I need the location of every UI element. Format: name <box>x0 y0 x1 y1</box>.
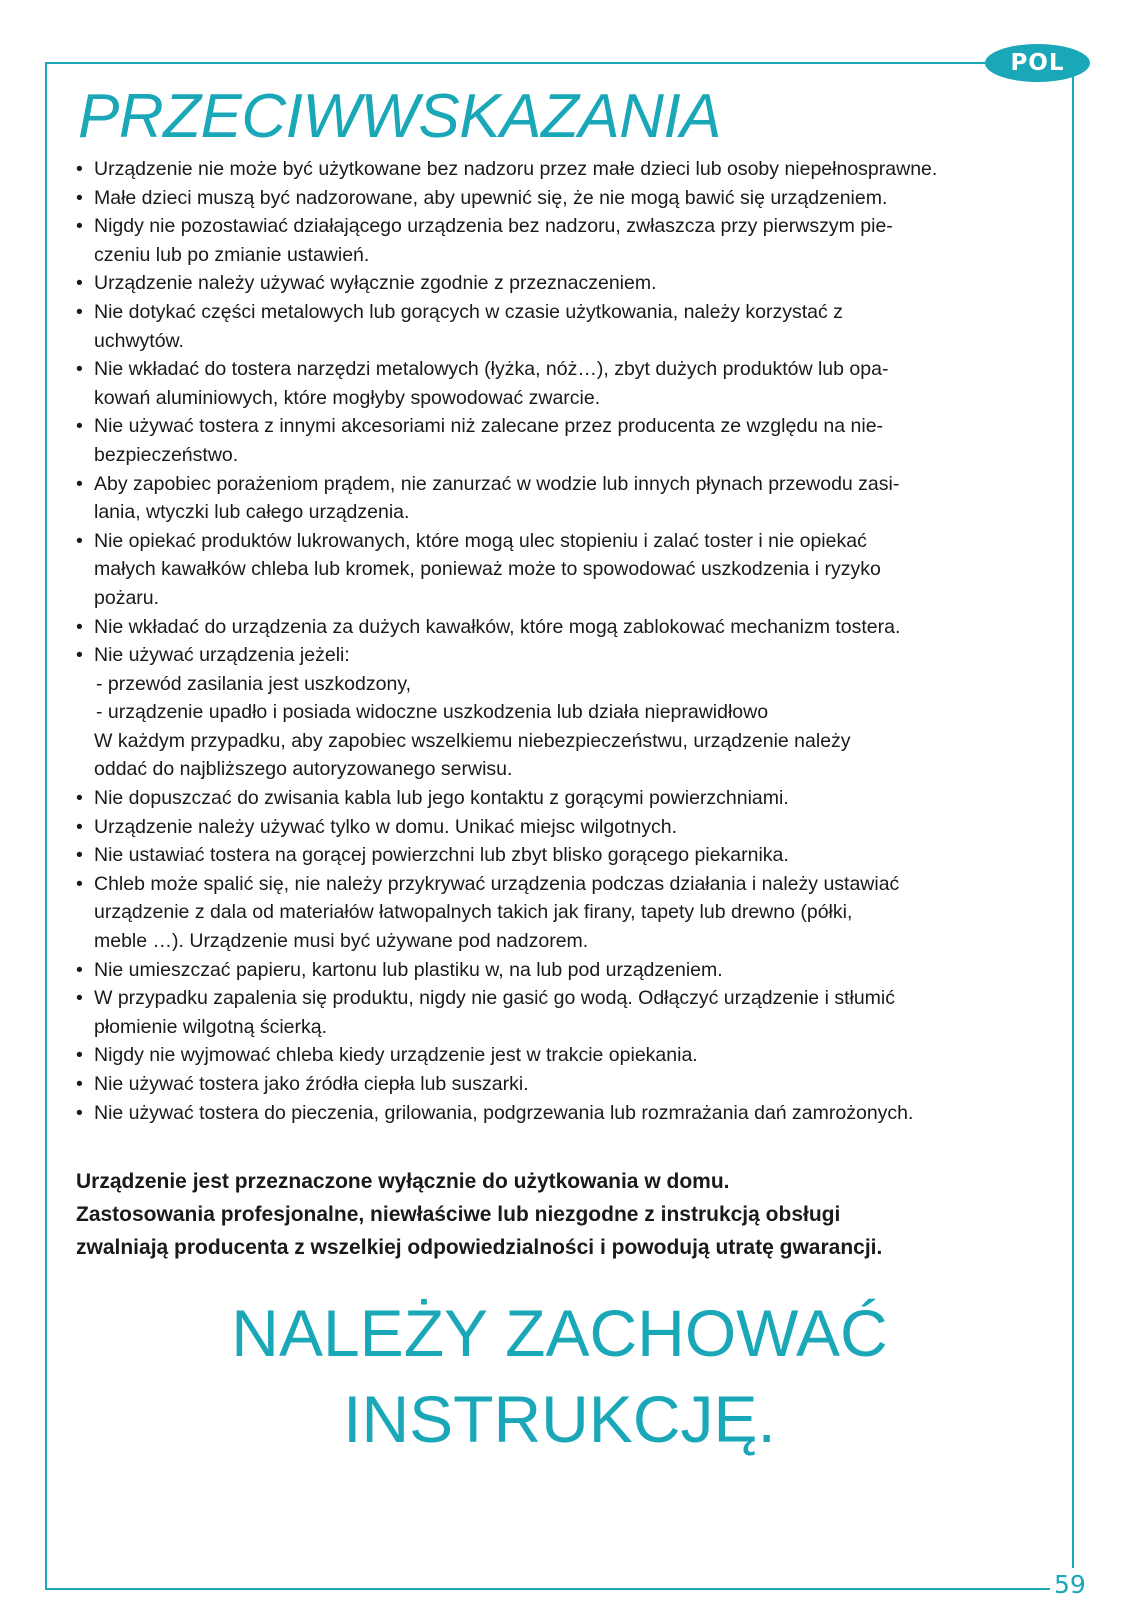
list-item-line: czeniu lub po zmianie ustawień. <box>94 243 370 266</box>
list-item-line: - urządzenie upadło i posiada widoczne uszkodzenia lub działa nieprawidłowo <box>96 701 769 724</box>
list-item-line: Nie umieszczać papieru, kartonu lub plastiku w, na lub pod urządzeniem. <box>94 958 723 981</box>
keep-instructions-heading <box>45 1290 1074 1462</box>
list-item <box>76 184 1036 213</box>
bullet-icon: • <box>76 844 83 867</box>
keep-instructions-line: INSTRUKCJĘ. <box>343 1382 776 1456</box>
list-item <box>76 212 1036 269</box>
list-item <box>76 956 1036 985</box>
list-item <box>76 412 1036 469</box>
bullet-icon: • <box>76 215 83 238</box>
list-item-line: małych kawałków chleba lub kromek, ponieważ może to spowodować uszkodzenia i ryzyko <box>94 558 881 581</box>
list-item <box>76 613 1036 642</box>
list-item-line: Urządzenie należy używać wyłącznie zgodnie z przeznaczeniem. <box>94 272 657 295</box>
bullet-icon: • <box>76 987 83 1010</box>
list-item-line: Małe dzieci muszą być nadzorowane, aby upewnić się, że nie mogą bawić się urządzeniem. <box>94 186 888 209</box>
list-item-line: Nie ustawiać tostera na gorącej powierzchni lub zbyt blisko gorącego piekarnika. <box>94 844 789 867</box>
list-item <box>76 984 1036 1041</box>
list-item-line: bezpieczeństwo. <box>94 443 239 466</box>
list-item-line: lania, wtyczki lub całego urządzenia. <box>94 501 410 524</box>
bullet-icon: • <box>76 872 83 895</box>
bullet-icon: • <box>76 300 83 323</box>
list-item <box>76 298 1036 355</box>
language-badge: POL <box>985 44 1090 82</box>
list-item-line: Nie opiekać produktów lukrowanych, które mogą ulec stopieniu i zalać toster i nie opiekać <box>94 529 867 552</box>
list-item-line: Chleb może spalić się, nie należy przykrywać urządzenia podczas działania i należy ustawiać <box>94 872 900 895</box>
contraindications-list <box>76 155 1036 1127</box>
list-item-line: Nie wkładać do tostera narzędzi metalowych (łyżka, nóż…), zbyt dużych produktów lub opa- <box>94 358 889 381</box>
bullet-icon: • <box>76 472 83 495</box>
list-item-line: Nigdy nie pozostawiać działającego urządzenia bez nadzoru, zwłaszcza przy pierwszym pie- <box>94 215 893 238</box>
list-item-line: oddać do najbliższego autoryzowanego serwisu. <box>94 758 513 781</box>
list-item <box>76 641 1036 784</box>
list-item-line: Urządzenie należy używać tylko w domu. Unikać miejsc wilgotnych. <box>94 815 678 838</box>
list-item <box>76 1041 1036 1070</box>
bullet-icon: • <box>76 615 83 638</box>
list-item <box>76 1070 1036 1099</box>
disclaimer-line: zwalniają producenta z wszelkiej odpowiedzialności i powodują utratę gwarancji. <box>76 1236 883 1259</box>
bullet-icon: • <box>76 158 83 180</box>
keep-instructions-line: NALEŻY ZACHOWAĆ <box>231 1296 888 1370</box>
list-item-line: Nie dopuszczać do zwisania kabla lub jego kontaktu z gorącymi powierzchniami. <box>94 787 789 810</box>
list-item-line: pożaru. <box>94 586 160 609</box>
page-title: PRZECIWWSKAZANIA <box>78 82 722 151</box>
list-item-line: Nie używać tostera z innymi akcesoriami niż zalecane przez producenta ze względu na nie- <box>94 415 884 438</box>
list-item <box>76 784 1036 813</box>
bullet-icon: • <box>76 358 83 381</box>
bullet-icon: • <box>76 1073 83 1095</box>
bullet-icon: • <box>76 958 83 981</box>
bullet-icon: • <box>76 529 83 552</box>
list-item <box>76 269 1036 298</box>
list-item-line: W przypadku zapalenia się produktu, nigdy nie gasić go wodą. Odłączyć urządzenie i stłumić <box>94 987 895 1010</box>
bullet-icon: • <box>76 644 83 667</box>
page-number: 59 <box>1050 1570 1114 1599</box>
list-item <box>76 355 1036 412</box>
list-item-line: W każdym przypadku, aby zapobiec wszelkiemu niebezpieczeństwu, urządzenie należy <box>94 729 851 752</box>
bullet-icon: • <box>76 186 83 209</box>
list-item-line: urządzenie z dala od materiałów łatwopalnych takich jak firany, tapety lub drewno (półki, <box>94 901 853 924</box>
list-item-line: kowań aluminiowych, które mogłyby spowodować zwarcie. <box>94 386 601 409</box>
list-item <box>76 813 1036 842</box>
bullet-icon: • <box>76 787 83 810</box>
list-item-line: Nie używać urządzenia jeżeli: <box>94 644 350 667</box>
list-item-line: płomienie wilgotną ścierką. <box>94 1015 328 1038</box>
list-item <box>76 470 1036 527</box>
list-item-line: Aby zapobiec porażeniom prądem, nie zanurzać w wodzie lub innych płynach przewodu zasi- <box>94 472 900 495</box>
bullet-icon: • <box>76 272 83 295</box>
list-item-line: Urządzenie nie może być użytkowane bez nadzoru przez małe dzieci lub osoby niepełnosprawne. <box>94 158 938 180</box>
list-item-line: meble …). Urządzenie musi być używane pod nadzorem. <box>94 930 589 953</box>
list-item-line: - przewód zasilania jest uszkodzony, <box>96 672 412 695</box>
list-item <box>76 870 1036 956</box>
list-item-line: uchwytów. <box>94 329 184 352</box>
list-item-line: Nigdy nie wyjmować chleba kiedy urządzenie jest w trakcie opiekania. <box>94 1044 698 1067</box>
list-item <box>76 155 1036 184</box>
usage-disclaimer <box>76 1165 1056 1264</box>
list-item-line: Nie dotykać części metalowych lub gorących w czasie użytkowania, należy korzystać z <box>94 300 843 323</box>
list-item-line: Nie wkładać do urządzenia za dużych kawałków, które mogą zablokować mechanizm tostera. <box>94 615 901 638</box>
bullet-icon: • <box>76 1044 83 1067</box>
list-item <box>76 1099 1036 1128</box>
list-item-line: Nie używać tostera do pieczenia, grilowania, podgrzewania lub rozmrażania dań zamrożonych. <box>94 1101 914 1124</box>
list-item-line: Nie używać tostera jako źródła ciepła lub suszarki. <box>94 1073 529 1095</box>
disclaimer-line: Zastosowania profesjonalne, niewłaściwe lub niezgodne z instrukcją obsługi <box>76 1203 841 1226</box>
bullet-icon: • <box>76 415 83 438</box>
list-item <box>76 527 1036 613</box>
bullet-icon: • <box>76 1101 83 1124</box>
list-item <box>76 841 1036 870</box>
disclaimer-line: Urządzenie jest przeznaczone wyłącznie do użytkowania w domu. <box>76 1170 730 1193</box>
bullet-icon: • <box>76 815 83 838</box>
